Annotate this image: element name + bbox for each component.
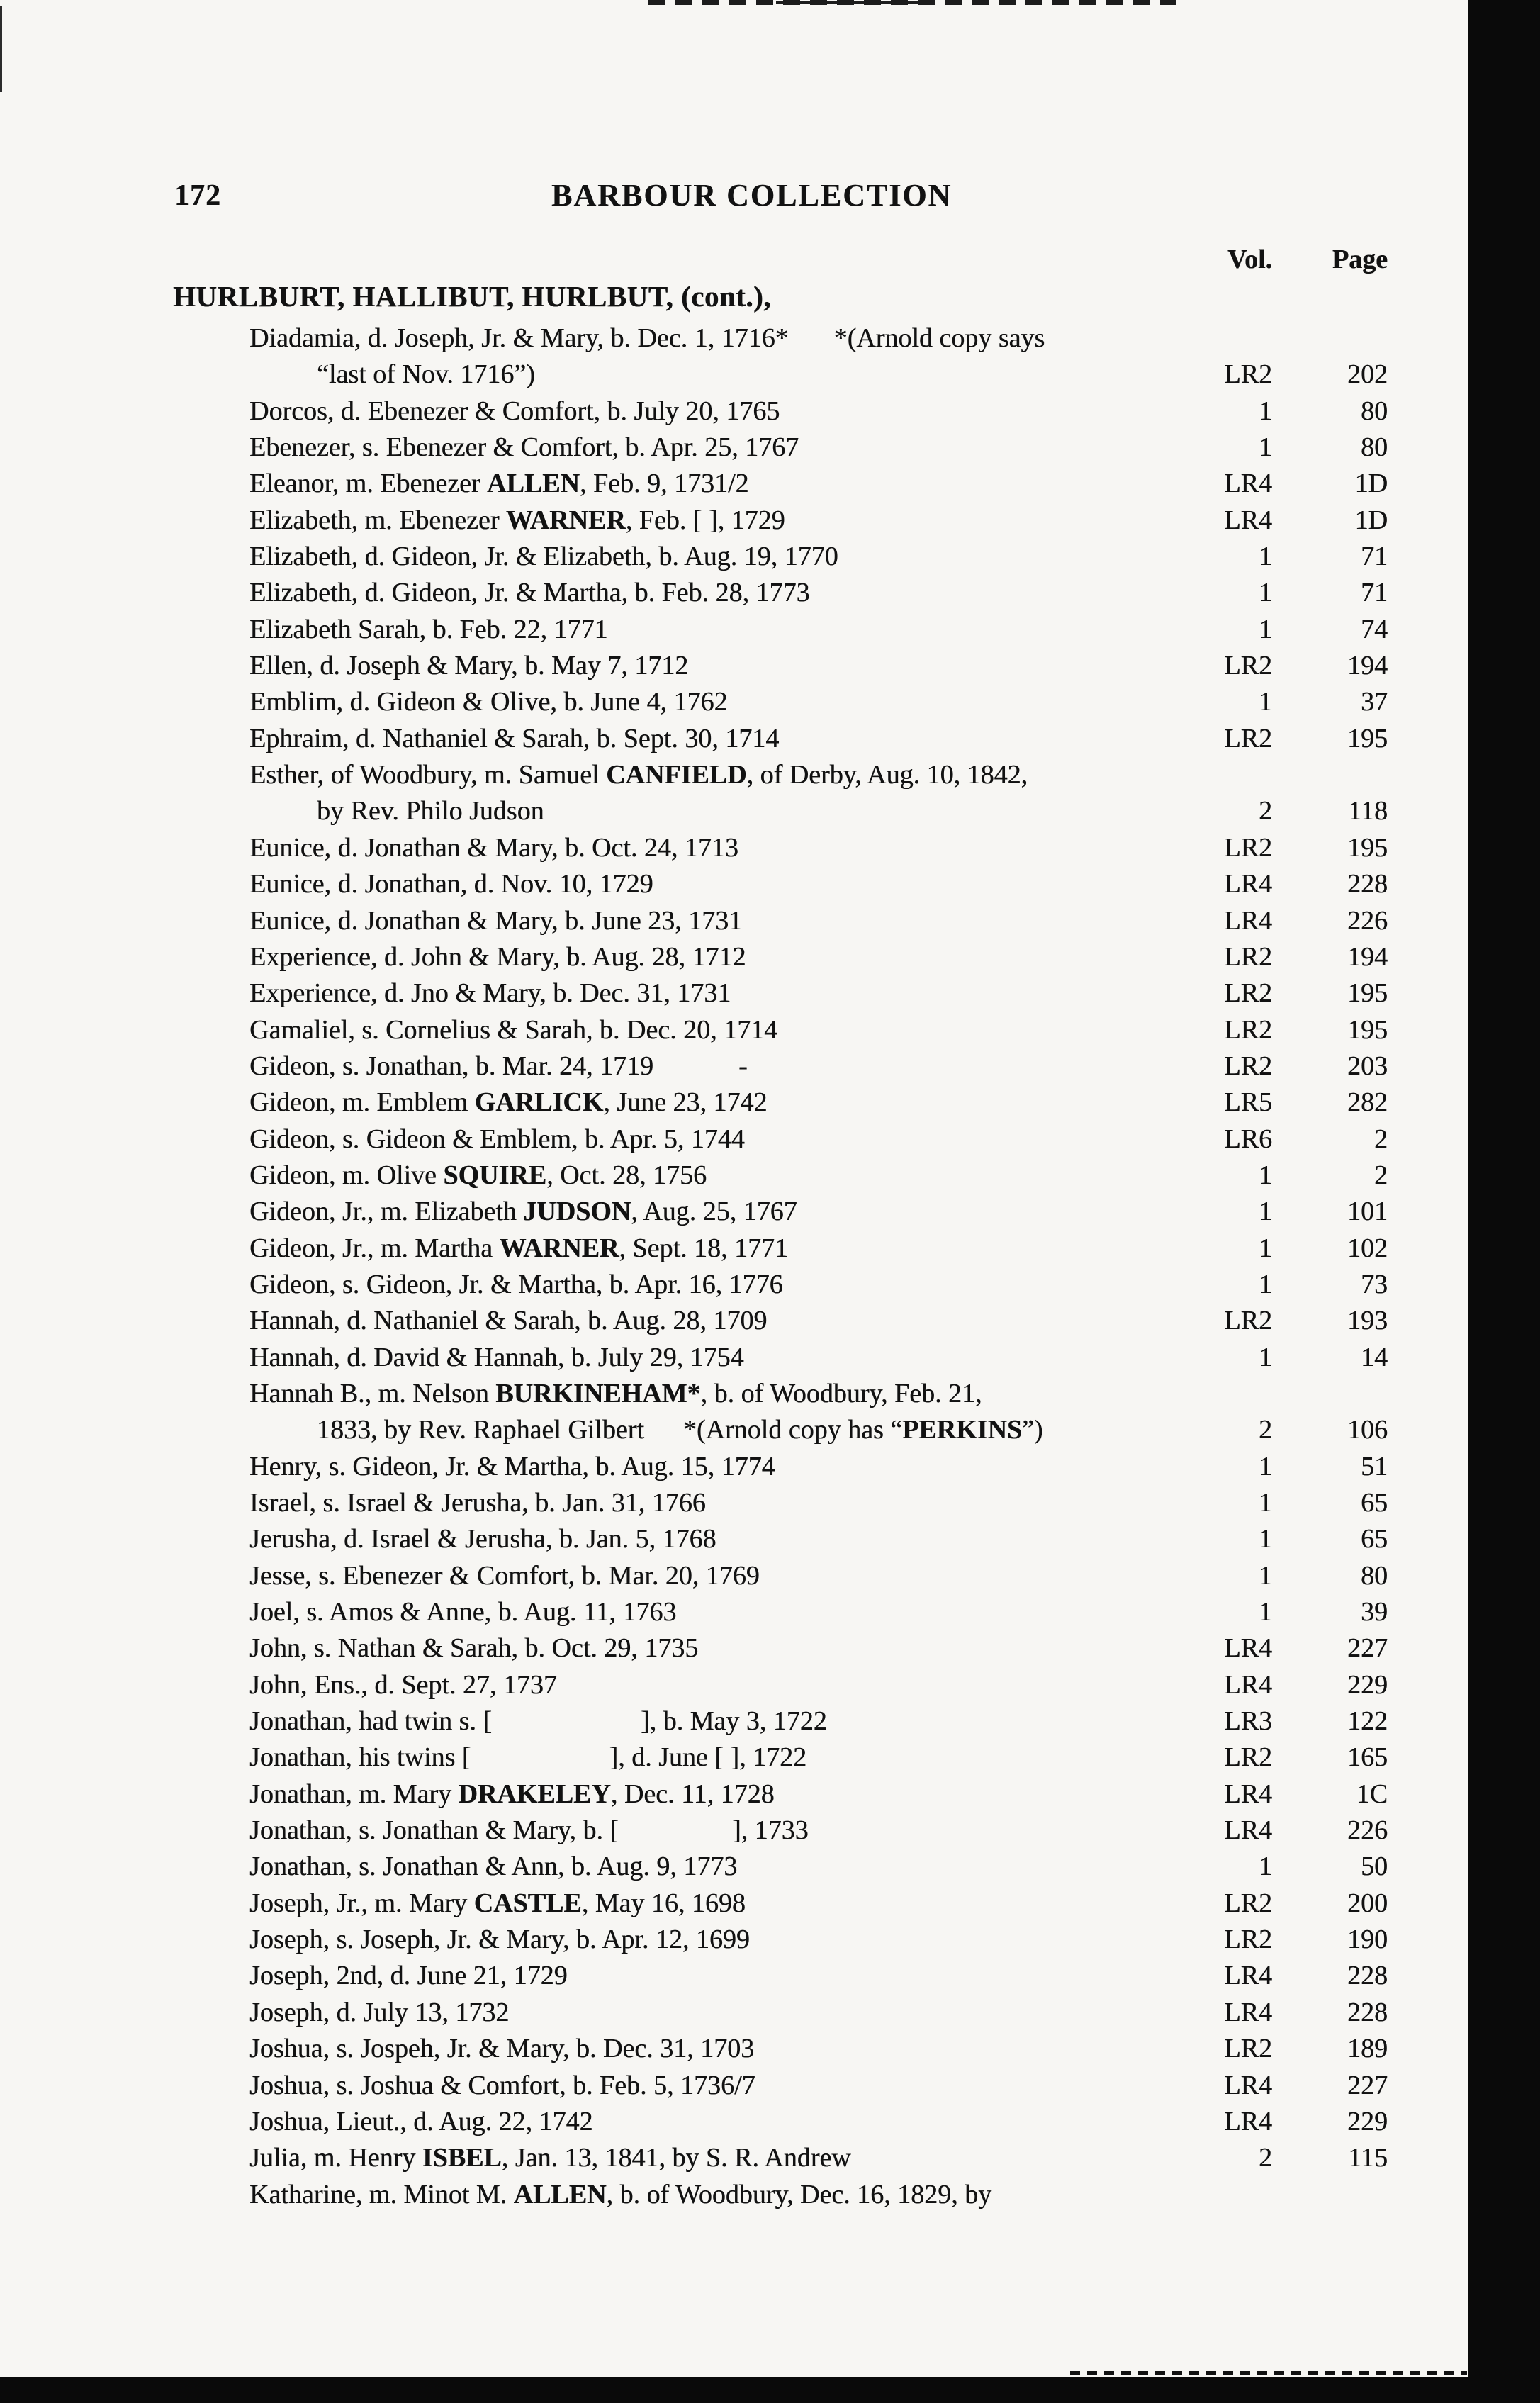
entry-text <box>249 1594 676 1630</box>
entry-text-segment: , Oct. 28, 1756 <box>546 1160 707 1190</box>
page-value: 115 <box>1348 2143 1388 2173</box>
entry-text-segment: Jonathan, m. Mary <box>249 1779 459 1809</box>
page-value: 71 <box>1361 542 1388 572</box>
entry-text <box>249 430 799 466</box>
table-row <box>0 721 1540 757</box>
entry-text-segment: Hannah, d. David & Hannah, b. July 29, 1754 <box>249 1342 744 1372</box>
page-value: 122 <box>1347 1706 1388 1737</box>
vol-value: LR4 <box>1224 869 1272 900</box>
entry-text-segment: Katharine, m. Minot M. <box>249 2179 514 2209</box>
table-row <box>0 1703 1540 1740</box>
entry-text-segment: Ellen, d. Joseph & Mary, b. May 7, 1712 <box>249 651 689 681</box>
vol-value: LR2 <box>1224 1925 1272 1955</box>
entry-text-segment: Gideon, s. Jonathan, b. Mar. 24, 1719 <box>249 1051 653 1081</box>
entry-text-segment: Jonathan, s. Jonathan & Mary, b. [ <box>249 1815 619 1846</box>
entry-text-segment: ], b. May 3, 1722 <box>640 1706 827 1737</box>
entry-text-segment: Experience, d. Jno & Mary, b. Dec. 31, 1731 <box>249 978 731 1009</box>
table-row <box>0 1485 1540 1521</box>
entry-text <box>317 1412 1043 1448</box>
entry-text <box>249 466 749 502</box>
entry-text-segment: Dorcos, d. Ebenezer & Comfort, b. July 20, 1765 <box>249 396 780 426</box>
table-row <box>0 757 1540 793</box>
entry-text <box>249 1267 783 1303</box>
table-row <box>0 430 1540 466</box>
entry-text-segment: Elizabeth Sarah, b. Feb. 22, 1771 <box>249 614 608 644</box>
entry-text <box>249 1231 788 1267</box>
entry-text <box>249 1340 744 1376</box>
entry-text-segment: Elizabeth, m. Ebenezer <box>249 505 506 535</box>
table-row <box>0 939 1540 975</box>
table-row <box>0 1376 1540 1412</box>
page-value: 226 <box>1347 1815 1388 1846</box>
table-row <box>0 1849 1540 1885</box>
surname-bold: PERKINS <box>902 1415 1023 1445</box>
page-value: 189 <box>1347 2034 1388 2064</box>
entry-text-segment: Eleanor, m. Ebenezer <box>249 469 488 499</box>
table-row <box>0 2031 1540 2067</box>
vol-value: LR4 <box>1224 505 1272 535</box>
page-value: 2 <box>1374 1160 1388 1190</box>
table-row <box>0 2104 1540 2140</box>
entry-text <box>249 1121 745 1158</box>
column-header-vol: Vol. <box>1227 245 1272 274</box>
table-row <box>0 1412 1540 1448</box>
entry-text <box>249 975 731 1012</box>
entry-text-segment: , b. of Woodbury, Dec. 16, 1829, by <box>606 2179 992 2209</box>
entry-text <box>249 1958 568 1994</box>
page-value: 202 <box>1347 359 1388 390</box>
entry-text-segment: Ebenezer, s. Ebenezer & Comfort, b. Apr. 25, 1767 <box>249 432 799 463</box>
vol-value: LR4 <box>1224 469 1272 499</box>
table-row <box>0 1012 1540 1048</box>
table-row <box>0 1121 1540 1158</box>
table-row <box>0 866 1540 902</box>
page-value: 200 <box>1347 1888 1388 1918</box>
page-value: 195 <box>1347 978 1388 1009</box>
page-value: 2 <box>1374 1124 1388 1154</box>
page-value: 101 <box>1347 1197 1388 1227</box>
table-row <box>0 1048 1540 1085</box>
table-row <box>0 1594 1540 1630</box>
scan-left-edge-mark <box>0 6 2 92</box>
vol-value: LR2 <box>1224 2034 1272 2064</box>
vol-value: 1 <box>1259 1342 1272 1372</box>
entry-text-segment: , Dec. 11, 1728 <box>610 1779 775 1809</box>
entry-text <box>249 648 688 684</box>
entry-text <box>249 1048 748 1085</box>
entry-text-segment: Jonathan, s. Jonathan & Ann, b. Aug. 9, 1773 <box>249 1852 738 1882</box>
entry-text-segment: Elizabeth, d. Gideon, Jr. & Elizabeth, b. Aug. 19, 1770 <box>249 542 838 572</box>
page-value: 74 <box>1361 614 1388 644</box>
table-row <box>0 1231 1540 1267</box>
entry-text-segment: ], 1733 <box>732 1815 809 1846</box>
surname-bold: WARNER <box>499 1233 619 1263</box>
table-row <box>0 1558 1540 1594</box>
vol-value: 1 <box>1259 542 1272 572</box>
entry-text-segment: Gideon, m. Olive <box>249 1160 444 1190</box>
entry-text <box>249 612 608 648</box>
vol-value: 1 <box>1259 1488 1272 1518</box>
page-value: 50 <box>1361 1852 1388 1882</box>
entry-text-segment: , of Derby, Aug. 10, 1842, <box>746 760 1028 790</box>
table-row <box>0 466 1540 502</box>
entry-text-segment: , Feb. 9, 1731/2 <box>579 469 749 499</box>
page-value: 228 <box>1347 869 1388 900</box>
page-value: 227 <box>1347 1633 1388 1664</box>
table-row <box>0 1449 1540 1485</box>
vol-value: LR2 <box>1224 1742 1272 1773</box>
page-value: 194 <box>1347 651 1388 681</box>
surname-bold: DRAKELEY <box>458 1779 611 1809</box>
entry-text-segment: , Aug. 25, 1767 <box>631 1197 797 1227</box>
table-row <box>0 1995 1540 2031</box>
page-value: 1D <box>1354 505 1388 535</box>
entry-text <box>249 1886 746 1922</box>
entry-text <box>249 1740 806 1776</box>
table-row <box>0 1303 1540 1339</box>
entry-text <box>249 1449 775 1485</box>
page-value: 195 <box>1347 832 1388 863</box>
vol-value: 1 <box>1259 1451 1272 1481</box>
entry-text-segment: John, Ens., d. Sept. 27, 1737 <box>249 1669 557 1700</box>
table-row <box>0 1667 1540 1703</box>
entry-text <box>249 903 742 939</box>
entry-text-segment: , Feb. [ ], 1729 <box>625 505 785 535</box>
table-row <box>0 1958 1540 1994</box>
entry-text <box>249 939 746 975</box>
page-value: 80 <box>1361 396 1388 426</box>
page-value: 229 <box>1347 1669 1388 1700</box>
entry-text <box>249 320 1045 357</box>
entry-text-segment: Gideon, m. Emblem <box>249 1087 475 1118</box>
entry-text-segment: Henry, s. Gideon, Jr. & Martha, b. Aug. 15, 1774 <box>249 1451 775 1481</box>
vol-value: 2 <box>1259 2143 1272 2173</box>
page-value: 73 <box>1361 1269 1388 1299</box>
entry-text-segment: Gideon, Jr., m. Elizabeth <box>249 1197 524 1227</box>
page-value: 228 <box>1347 1997 1388 2027</box>
surname-bold: WARNER <box>505 505 626 535</box>
table-row <box>0 793 1540 829</box>
scan-black-right-band <box>1468 0 1540 2403</box>
table-row <box>0 903 1540 939</box>
page-value: 227 <box>1347 2070 1388 2100</box>
table-row <box>0 684 1540 720</box>
page-value: 71 <box>1361 578 1388 608</box>
surname-bold: CANFIELD <box>606 760 747 790</box>
vol-value: LR3 <box>1224 1706 1272 1737</box>
entry-text-segment: Jonathan, his twins [ <box>249 1742 471 1773</box>
entry-text <box>249 1012 777 1048</box>
entry-text <box>249 1995 509 2031</box>
table-row <box>0 1922 1540 1958</box>
page-value: 203 <box>1347 1051 1388 1081</box>
vol-value: 1 <box>1259 1852 1272 1882</box>
entry-text-segment: Hannah B., m. Nelson <box>249 1378 496 1408</box>
vol-value: LR4 <box>1224 2070 1272 2100</box>
entry-text-segment: , b. of Woodbury, Feb. 21, <box>700 1378 982 1408</box>
entry-text-segment: Eunice, d. Jonathan, d. Nov. 10, 1729 <box>249 869 653 900</box>
column-header-page: Page <box>1332 245 1388 274</box>
entry-text <box>249 1194 797 1230</box>
surname-bold: ALLEN <box>513 2179 607 2209</box>
vol-value: LR2 <box>1224 941 1272 972</box>
entry-text <box>249 2140 851 2176</box>
page-value: 190 <box>1347 1925 1388 1955</box>
entry-text <box>249 830 738 866</box>
vol-value: 1 <box>1259 432 1272 463</box>
vol-value: LR4 <box>1224 1815 1272 1846</box>
table-row <box>0 1630 1540 1667</box>
entry-text-segment: - <box>738 1051 748 1081</box>
table-row <box>0 1085 1540 1121</box>
page-value: 51 <box>1361 1451 1388 1481</box>
page-value: 39 <box>1361 1597 1388 1628</box>
vol-value: LR2 <box>1224 1888 1272 1918</box>
page-value: 1D <box>1354 469 1388 499</box>
entry-text-segment: Israel, s. Israel & Jerusha, b. Jan. 31, 1766 <box>249 1488 706 1518</box>
table-row <box>0 2140 1540 2176</box>
page-value: 226 <box>1347 905 1388 936</box>
section-heading: HURLBURT, HALLIBUT, HURLBUT, (cont.), <box>173 280 771 313</box>
vol-value: LR2 <box>1224 651 1272 681</box>
entry-text <box>249 757 1028 793</box>
vol-value: 1 <box>1259 396 1272 426</box>
entry-text <box>249 2031 754 2067</box>
vol-value: LR4 <box>1224 2106 1272 2136</box>
entry-text-segment: *(Arnold copy says <box>833 323 1045 353</box>
entry-text <box>249 1813 809 1849</box>
vol-value: LR4 <box>1224 1669 1272 1700</box>
table-row <box>0 2068 1540 2104</box>
entry-text-segment: ”) <box>1022 1415 1043 1445</box>
entry-text <box>249 866 653 902</box>
vol-value: 1 <box>1259 614 1272 644</box>
entry-text-segment: Gideon, s. Gideon, Jr. & Martha, b. Apr. 16, 1776 <box>249 1269 783 1299</box>
entry-text <box>249 1667 557 1703</box>
entry-text <box>249 1922 750 1958</box>
entry-text-segment: Joseph, s. Joseph, Jr. & Mary, b. Apr. 12, 1699 <box>249 1925 750 1955</box>
entry-text <box>249 1849 737 1885</box>
entry-text <box>249 1630 698 1667</box>
table-row <box>0 1776 1540 1813</box>
table-row <box>0 393 1540 430</box>
page-value: 37 <box>1361 687 1388 717</box>
entry-text <box>249 684 727 720</box>
vol-value: LR5 <box>1224 1087 1272 1118</box>
vol-value: LR2 <box>1224 1306 1272 1336</box>
table-row <box>0 539 1540 575</box>
page-value: 195 <box>1347 1014 1388 1045</box>
entry-text-segment: 1833, by Rev. Raphael Gilbert <box>317 1415 644 1445</box>
page-value: 118 <box>1348 796 1388 827</box>
entry-text-segment: Eunice, d. Jonathan & Mary, b. Oct. 24, 1713 <box>249 832 738 863</box>
page-value: 194 <box>1347 941 1388 972</box>
vol-value: 1 <box>1259 1560 1272 1591</box>
table-row <box>0 830 1540 866</box>
entry-text <box>249 2068 755 2104</box>
entry-text <box>249 1558 760 1594</box>
vol-value: LR4 <box>1224 1997 1272 2027</box>
vol-value: 1 <box>1259 1524 1272 1555</box>
surname-bold: ISBEL <box>422 2143 502 2173</box>
entry-text <box>249 1085 767 1121</box>
page-number: 172 <box>174 179 221 212</box>
entry-text <box>249 539 838 575</box>
entry-text <box>249 2104 592 2140</box>
entry-text-segment: , June 23, 1742 <box>603 1087 768 1118</box>
entry-text <box>249 1158 707 1194</box>
entry-text <box>249 503 785 539</box>
table-row <box>0 612 1540 648</box>
entry-text <box>249 1703 827 1740</box>
entry-text-segment: ], d. June [ ], 1722 <box>609 1742 807 1773</box>
entry-text-segment: *(Arnold copy has “ <box>682 1415 903 1445</box>
table-row <box>0 1521 1540 1557</box>
entry-text-segment: Joseph, 2nd, d. June 21, 1729 <box>249 1961 568 1991</box>
vol-value: LR2 <box>1224 723 1272 754</box>
entry-text-segment: Julia, m. Henry <box>249 2143 422 2173</box>
page-value: 165 <box>1347 1742 1388 1773</box>
page-value: 1C <box>1356 1779 1388 1809</box>
vol-value: 1 <box>1259 1160 1272 1190</box>
entry-text-segment: Jerusha, d. Israel & Jerusha, b. Jan. 5, 1768 <box>249 1524 716 1555</box>
vol-value: 1 <box>1259 578 1272 608</box>
entry-text-segment: Hannah, d. Nathaniel & Sarah, b. Aug. 28, 1709 <box>249 1306 768 1336</box>
entry-text-segment: Elizabeth, d. Gideon, Jr. & Martha, b. Feb. 28, 1773 <box>249 578 810 608</box>
table-row <box>0 1267 1540 1303</box>
entry-text-segment: Joseph, Jr., m. Mary <box>249 1888 474 1918</box>
table-row <box>0 575 1540 611</box>
vol-value: LR6 <box>1224 1124 1272 1154</box>
entry-text-segment: Diadamia, d. Joseph, Jr. & Mary, b. Dec. 1, 1716* <box>249 323 789 353</box>
entry-text-segment: Gideon, Jr., m. Martha <box>249 1233 500 1263</box>
entry-text <box>317 357 535 393</box>
page-value: 228 <box>1347 1961 1388 1991</box>
scan-dashed-top-edge-solid <box>776 1 928 4</box>
table-row <box>0 1158 1540 1194</box>
vol-value: 2 <box>1259 1415 1272 1445</box>
entry-text-segment: Experience, d. John & Mary, b. Aug. 28, 1712 <box>249 941 746 972</box>
surname-bold: SQUIRE <box>443 1160 547 1190</box>
page-value: 195 <box>1347 723 1388 754</box>
table-row <box>0 1740 1540 1776</box>
vol-value: LR4 <box>1224 905 1272 936</box>
page-value: 65 <box>1361 1524 1388 1555</box>
vol-value: LR4 <box>1224 1779 1272 1809</box>
entry-text-segment: Eunice, d. Jonathan & Mary, b. June 23, 1731 <box>249 905 743 936</box>
table-row <box>0 1886 1540 1922</box>
entry-text <box>249 1376 982 1412</box>
vol-value: LR2 <box>1224 1051 1272 1081</box>
entry-text-segment: by Rev. Philo Judson <box>317 796 544 827</box>
table-row <box>0 648 1540 684</box>
table-row <box>0 2177 1540 2213</box>
entry-text-segment: , May 16, 1698 <box>581 1888 746 1918</box>
entry-text-segment: Joshua, Lieut., d. Aug. 22, 1742 <box>249 2106 593 2136</box>
entry-text-segment: Jonathan, had twin s. [ <box>249 1706 492 1737</box>
page-value: 80 <box>1361 1560 1388 1591</box>
page-value: 65 <box>1361 1488 1388 1518</box>
page-value: 14 <box>1361 1342 1388 1372</box>
page-value: 193 <box>1347 1306 1388 1336</box>
entry-text-segment: Joshua, s. Jospeh, Jr. & Mary, b. Dec. 31, 1703 <box>249 2034 755 2064</box>
entry-text <box>249 1776 775 1813</box>
vol-value: 1 <box>1259 1269 1272 1299</box>
entry-text-segment: Emblim, d. Gideon & Olive, b. June 4, 1762 <box>249 687 728 717</box>
vol-value: 1 <box>1259 1233 1272 1263</box>
entry-text <box>249 2177 991 2213</box>
entry-text <box>249 575 810 611</box>
entry-text <box>317 793 544 829</box>
vol-value: LR2 <box>1224 359 1272 390</box>
entry-text-segment: “last of Nov. 1716”) <box>317 359 535 390</box>
vol-value: 1 <box>1259 1197 1272 1227</box>
entry-text-segment: Joshua, s. Joshua & Comfort, b. Feb. 5, 1736/7 <box>249 2070 755 2100</box>
entries-list <box>0 320 1540 2213</box>
page-value: 102 <box>1347 1233 1388 1263</box>
entry-text-segment: Gamaliel, s. Cornelius & Sarah, b. Dec. 20, 1714 <box>249 1014 778 1045</box>
table-row <box>0 1194 1540 1230</box>
table-row <box>0 503 1540 539</box>
vol-value: 2 <box>1259 796 1272 827</box>
entry-text-segment: , Sept. 18, 1771 <box>619 1233 788 1263</box>
vol-value: LR4 <box>1224 1633 1272 1664</box>
vol-value: LR4 <box>1224 1961 1272 1991</box>
vol-value: LR2 <box>1224 978 1272 1009</box>
page-value: 80 <box>1361 432 1388 463</box>
surname-bold: GARLICK <box>474 1087 604 1118</box>
page-value: 229 <box>1347 2106 1388 2136</box>
table-row <box>0 1813 1540 1849</box>
vol-value: LR2 <box>1224 832 1272 863</box>
surname-bold: ALLEN <box>487 469 580 499</box>
entry-text <box>249 1485 706 1521</box>
vol-value: 1 <box>1259 1597 1272 1628</box>
entry-text <box>249 721 779 757</box>
entry-text-segment: Ephraim, d. Nathaniel & Sarah, b. Sept. 30, 1714 <box>249 723 780 754</box>
scan-black-bottom-band <box>0 2377 1540 2403</box>
entry-text <box>249 393 780 430</box>
table-row <box>0 975 1540 1012</box>
table-row <box>0 320 1540 357</box>
vol-value: LR2 <box>1224 1014 1272 1045</box>
table-row <box>0 1340 1540 1376</box>
table-row <box>0 357 1540 393</box>
entry-text-segment: , Jan. 13, 1841, by S. R. Andrew <box>501 2143 851 2173</box>
entry-text-segment: John, s. Nathan & Sarah, b. Oct. 29, 1735 <box>249 1633 699 1664</box>
entry-text-segment: Gideon, s. Gideon & Emblem, b. Apr. 5, 1744 <box>249 1124 745 1154</box>
surname-bold: BURKINEHAM* <box>495 1378 701 1408</box>
vol-value: 1 <box>1259 687 1272 717</box>
surname-bold: JUDSON <box>523 1197 631 1227</box>
scan-dashed-bottom-edge <box>1070 2371 1467 2375</box>
entry-text <box>249 1303 767 1339</box>
book-title-header: BARBOUR COLLECTION <box>551 178 952 213</box>
entry-text <box>249 1521 716 1557</box>
page-value: 106 <box>1347 1415 1388 1445</box>
entry-text-segment: Jesse, s. Ebenezer & Comfort, b. Mar. 20, 1769 <box>249 1560 760 1591</box>
entry-text-segment: Joseph, d. July 13, 1732 <box>249 1997 510 2027</box>
page-value: 282 <box>1347 1087 1388 1118</box>
surname-bold: CASTLE <box>473 1888 582 1918</box>
entry-text-segment: Esther, of Woodbury, m. Samuel <box>249 760 607 790</box>
entry-text-segment: Joel, s. Amos & Anne, b. Aug. 11, 1763 <box>249 1597 677 1628</box>
